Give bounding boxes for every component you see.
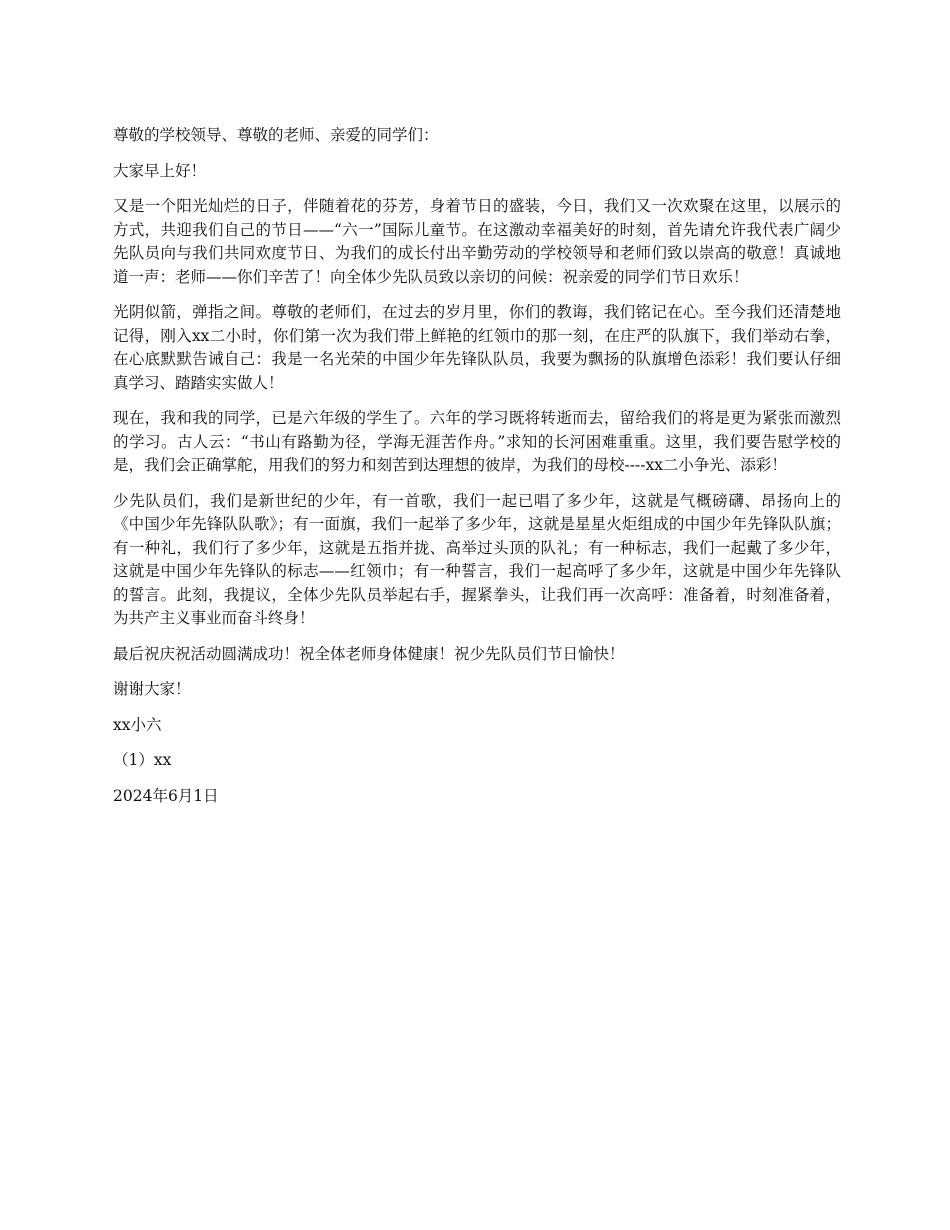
paragraph-closing-wishes: 最后祝庆祝活动圆满成功！祝全体老师身体健康！祝少先队员们节日愉快！ bbox=[113, 644, 625, 663]
paragraph-pioneers: 少先队员们，我们是新世纪的少年，有一首歌，我们一起已唱了多少年，这就是气概磅礴、昂扬向上的《中国少年先锋队队歌》；有一面旗，我们一起举了多少年，这就是星星火炬组成的中国少年先锋队队旗；有一种礼，我们行了多少年，这就是五指并拢、高举过头顶的队礼；有一种标志，我们一起戴了多少年，这就是中国少年先锋队的标志——红领巾；有一种誓言，我们一起高呼了多少年，这就是中国少年先锋队的誓言。此刻，我提议，全体少先队员举起右手，握紧拳头，让我们再一次高呼：准备着，时刻准备着，为共产主义事业而奋斗终身！ bbox=[113, 491, 841, 627]
document-body bbox=[113, 124, 841, 820]
greeting: 大家早上好！ bbox=[113, 161, 207, 180]
thanks: 谢谢大家！ bbox=[113, 680, 191, 698]
paragraph-present: 现在，我和我的同学，已是六年级的学生了。六年的学习既将转逝而去，留给我们的将是更为紧张而激烈的学习。古人云：“书山有路勤为径，学海无涯苦作舟。”求知的长河困难重重。这里，我们要告慰学校的是，我们会正确掌舵，用我们的努力和刻苦到达理想的彼岸，为我们的母校----xx二小争光、添彩！ bbox=[113, 409, 841, 474]
paragraph-opening: 又是一个阳光灿烂的日子，伴随着花的芬芳，身着节日的盛装，今日，我们又一次欢聚在这里，以展示的方式，共迎我们自己的节日——“六一”国际儿童节。在这激动幸福美好的时刻，首先请允许我代表广阔少先队员向与我们共同欢度节日、为我们的成长付出辛勤劳动的学校领导和老师们致以崇高的敬意！真诚地道一声：老师——你们辛苦了！向全体少先队员致以亲切的问候：祝亲爱的同学们节日欢乐！ bbox=[113, 197, 841, 286]
salutation: 尊敬的学校领导、尊敬的老师、亲爱的同学们： bbox=[113, 126, 439, 144]
signature-name: xx小六 bbox=[113, 715, 162, 734]
date: 2024年6月1日 bbox=[113, 786, 219, 805]
signature-class: （1）xx bbox=[113, 751, 172, 769]
paragraph-memories: 光阴似箭，弹指之间。尊敬的老师们，在过去的岁月里，你们的教诲，我们铭记在心。至今我们还清楚地记得，刚入xx二小时，你们第一次为我们带上鲜艳的红领巾的那一刻，在庄严的队旗下，我们举动右拳，在心底默默告诫自己：我是一名光荣的中国少年先锋队队员，我要为飘扬的队旗增色添彩！我们要认仔细真学习、踏踏实实做人！ bbox=[113, 303, 841, 392]
